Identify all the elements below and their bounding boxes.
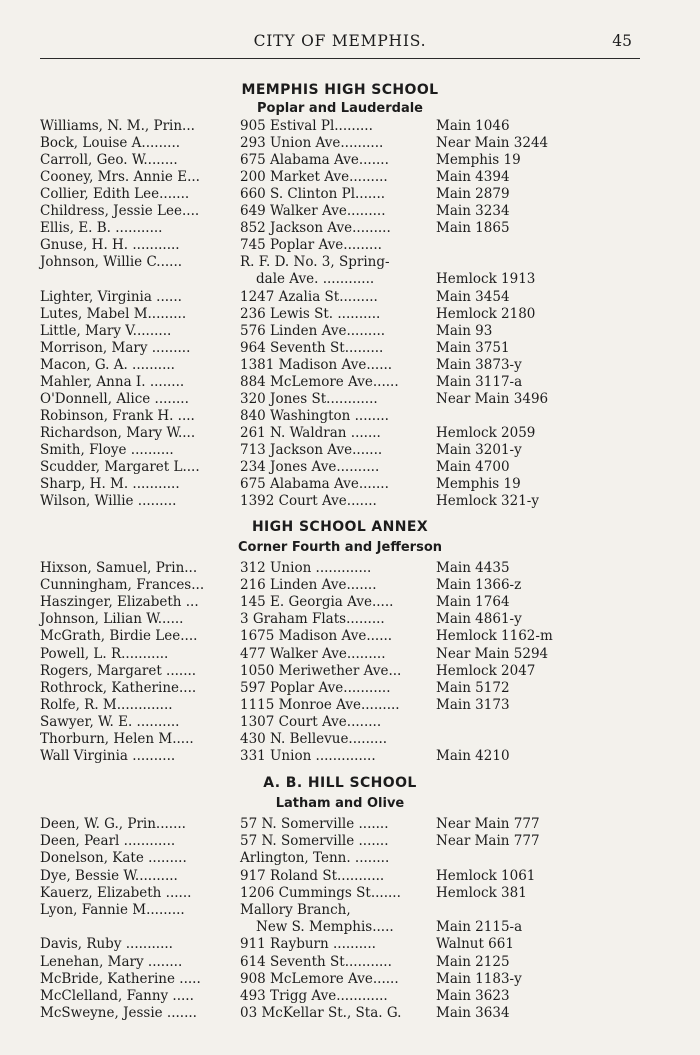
directory-row <box>0 152 700 169</box>
directory-row <box>0 902 700 919</box>
phone-number: Hemlock 1162-m <box>436 628 553 645</box>
street-address: 884 McLemore Ave...... <box>240 373 399 390</box>
street-address: 03 McKellar St., Sta. G. <box>240 1005 402 1022</box>
phone-number: Hemlock 1913 <box>436 271 536 288</box>
street-address: 145 E. Georgia Ave..... <box>240 594 394 611</box>
street-address: 216 Linden Ave....... <box>240 577 377 594</box>
street-address: 675 Alabama Ave....... <box>240 152 389 169</box>
street-address: 576 Linden Ave......... <box>240 322 386 339</box>
directory-row <box>0 1005 700 1022</box>
street-address: 911 Rayburn .......... <box>240 936 376 953</box>
directory-row <box>0 271 700 288</box>
person-name: Hixson, Samuel, Prin... <box>40 560 198 576</box>
section-title: A. B. HILL SCHOOL <box>263 775 417 791</box>
phone-number: Near Main 3496 <box>436 390 549 407</box>
directory-row <box>0 169 700 186</box>
phone-number: Main 3623 <box>436 988 510 1004</box>
street-address: 908 McLemore Ave...... <box>240 970 399 987</box>
person-name: Richardson, Mary W.... <box>40 424 196 441</box>
street-address: 493 Trigg Ave............ <box>240 988 388 1004</box>
directory-row <box>0 391 700 408</box>
phone-number: Main 1764 <box>436 594 510 611</box>
phone-number: Main 4435 <box>436 560 510 576</box>
running-title: CITY OF MEMPHIS. <box>253 32 427 50</box>
person-name: Donelson, Kate ......... <box>40 850 187 867</box>
person-name: Haszinger, Elizabeth ... <box>40 594 199 611</box>
directory-row <box>0 118 700 135</box>
street-address: 1381 Madison Ave...... <box>240 356 393 373</box>
phone-number: Hemlock 2059 <box>436 424 536 441</box>
phone-number: Near Main 3244 <box>436 135 549 152</box>
phone-number: Near Main 777 <box>436 816 540 832</box>
person-name: Kauerz, Elizabeth ...... <box>40 884 192 901</box>
street-address-continued: New S. Memphis..... <box>256 919 394 936</box>
directory-row <box>0 560 700 577</box>
directory-row <box>0 203 700 220</box>
person-name: Smith, Floye .......... <box>40 441 174 458</box>
directory-row <box>0 442 700 459</box>
street-address: 840 Washington ........ <box>240 407 389 424</box>
person-name: Collier, Edith Lee....... <box>40 186 190 203</box>
street-address: 1392 Court Ave....... <box>240 493 377 510</box>
person-name: Little, Mary V......... <box>40 322 172 339</box>
person-name: Robinson, Frank H. .... <box>40 407 195 424</box>
street-address: 331 Union .............. <box>240 748 376 765</box>
section-address: Corner Fourth and Jefferson <box>237 540 443 555</box>
person-name: McGrath, Birdie Lee.... <box>40 628 198 645</box>
phone-number: Main 3117-a <box>436 373 523 390</box>
phone-number: Hemlock 321-y <box>436 493 539 510</box>
street-address: 236 Lewis St. .......... <box>240 305 381 322</box>
directory-row <box>0 289 700 306</box>
person-name: McSweyne, Jessie ....... <box>40 1005 197 1022</box>
person-name: O'Donnell, Alice ........ <box>40 390 189 407</box>
person-name: Rothrock, Katherine.... <box>40 679 197 696</box>
directory-row <box>0 611 700 628</box>
directory-row <box>0 594 700 611</box>
directory-row <box>0 936 700 953</box>
phone-number: Walnut 661 <box>436 936 514 953</box>
phone-number: Hemlock 381 <box>436 884 527 901</box>
directory-row <box>0 577 700 594</box>
street-address: 261 N. Waldran ....... <box>240 424 381 441</box>
directory-row <box>0 493 700 510</box>
street-address: 745 Poplar Ave......... <box>240 237 382 254</box>
phone-number: Main 1183-y <box>436 970 522 987</box>
phone-number: Main 2125 <box>436 953 510 970</box>
street-address: 477 Walker Ave......... <box>240 645 386 662</box>
person-name: Rolfe, R. M............. <box>40 696 173 713</box>
phone-number: Main 2115-a <box>436 919 523 936</box>
phone-number: Main 3751 <box>436 339 510 356</box>
person-name: Ellis, E. B. ........... <box>40 220 163 237</box>
person-name: Gnuse, H. H. ........... <box>40 237 180 254</box>
street-address-continued: dale Ave. ............ <box>256 271 375 288</box>
street-address: 905 Estival Pl......... <box>240 118 373 134</box>
street-address: 614 Seventh St........... <box>240 953 392 970</box>
phone-number: Main 4210 <box>436 748 510 765</box>
street-address: 1307 Court Ave........ <box>240 713 382 730</box>
person-name: Cunningham, Frances... <box>40 577 205 594</box>
phone-number: Main 1366-z <box>436 577 522 594</box>
street-address: 964 Seventh St......... <box>240 339 384 356</box>
page-number: 45 <box>612 32 632 50</box>
street-address: 675 Alabama Ave....... <box>240 476 389 493</box>
section-address: Latham and Olive <box>275 796 405 811</box>
directory-row <box>0 476 700 493</box>
person-name: Childress, Jessie Lee.... <box>40 203 200 220</box>
phone-number: Main 3454 <box>436 288 510 305</box>
person-name: Sawyer, W. E. .......... <box>40 713 180 730</box>
directory-row <box>0 340 700 357</box>
street-address: 234 Jones Ave.......... <box>240 459 380 475</box>
directory-row <box>0 135 700 152</box>
person-name: Johnson, Willie C...... <box>40 254 183 271</box>
street-address: 597 Poplar Ave........... <box>240 679 391 696</box>
directory-row <box>0 919 700 936</box>
street-address: 1206 Cummings St....... <box>240 884 401 901</box>
person-name: Thorburn, Helen M..... <box>40 731 194 747</box>
phone-number: Main 3173 <box>436 696 510 713</box>
directory-row <box>0 954 700 971</box>
person-name: Wall Virginia .......... <box>40 748 176 765</box>
person-name: Johnson, Lilian W...... <box>40 611 184 628</box>
person-name: Macon, G. A. .......... <box>40 356 175 373</box>
directory-row <box>0 885 700 902</box>
phone-number: Hemlock 2047 <box>436 662 536 679</box>
street-address: 660 S. Clinton Pl....... <box>240 186 386 203</box>
street-address: Mallory Branch, <box>240 902 351 918</box>
person-name: Lutes, Mabel M......... <box>40 305 187 322</box>
person-name: Davis, Ruby ........... <box>40 936 173 953</box>
directory-row <box>0 748 700 765</box>
directory-row <box>0 254 700 271</box>
person-name: Deen, Pearl ............ <box>40 833 176 850</box>
person-name: Morrison, Mary ......... <box>40 339 191 356</box>
person-name: Dye, Bessie W.......... <box>40 867 178 884</box>
section-title: HIGH SCHOOL ANNEX <box>251 519 429 535</box>
street-address: 320 Jones St............ <box>240 390 378 407</box>
street-address: 57 N. Somerville ....... <box>240 833 389 850</box>
person-name: McClelland, Fanny ..... <box>40 988 194 1004</box>
person-name: Cooney, Mrs. Annie E... <box>40 169 200 186</box>
person-name: Sharp, H. M. ........... <box>40 476 180 493</box>
street-address: 312 Union ............. <box>240 560 372 576</box>
directory-row <box>0 714 700 731</box>
street-address: 917 Roland St........... <box>240 867 385 884</box>
directory-row <box>0 868 700 885</box>
directory-row <box>0 357 700 374</box>
phone-number: Near Main 777 <box>436 833 540 850</box>
street-address: 200 Market Ave......... <box>240 169 388 186</box>
directory-row <box>0 459 700 476</box>
street-address: R. F. D. No. 3, Spring- <box>240 254 390 271</box>
phone-number: Main 3201-y <box>436 441 522 458</box>
directory-row <box>0 306 700 323</box>
person-name: Powell, L. R........... <box>40 645 169 662</box>
phone-number: Main 93 <box>436 322 493 339</box>
directory-row <box>0 186 700 203</box>
person-name: Rogers, Margaret ....... <box>40 662 197 679</box>
phone-number: Main 5172 <box>436 679 510 696</box>
directory-row <box>0 408 700 425</box>
person-name: Bock, Louise A......... <box>40 135 181 152</box>
directory-row <box>0 374 700 391</box>
section-address: Poplar and Lauderdale <box>257 101 423 116</box>
person-name: Scudder, Margaret L.... <box>40 459 200 475</box>
phone-number: Main 3873-y <box>436 356 522 373</box>
phone-number: Main 2879 <box>436 186 510 203</box>
phone-number: Main 1865 <box>436 220 510 237</box>
phone-number: Near Main 5294 <box>436 645 549 662</box>
phone-number: Main 3634 <box>436 1005 510 1022</box>
street-address: 649 Walker Ave......... <box>240 203 386 220</box>
street-address: 3 Graham Flats......... <box>240 611 385 628</box>
directory-row <box>0 663 700 680</box>
street-address: 57 N. Somerville ....... <box>240 816 389 832</box>
person-name: Wilson, Willie ......... <box>40 493 177 510</box>
directory-row <box>0 680 700 697</box>
phone-number: Main 4861-y <box>436 611 522 628</box>
phone-number: Memphis 19 <box>436 476 521 493</box>
page-header <box>40 26 640 59</box>
street-address: 293 Union Ave.......... <box>240 135 384 152</box>
street-address: 1050 Meriwether Ave... <box>240 662 402 679</box>
directory-row <box>0 628 700 645</box>
person-name: Lyon, Fannie M......... <box>40 902 185 918</box>
directory-row <box>0 697 700 714</box>
person-name: Lenehan, Mary ........ <box>40 953 183 970</box>
directory-row <box>0 425 700 442</box>
street-address: Arlington, Tenn. ........ <box>240 850 390 867</box>
directory-row <box>0 323 700 340</box>
directory-row <box>0 833 700 850</box>
directory-row <box>0 220 700 237</box>
directory-row <box>0 850 700 867</box>
directory-row <box>0 237 700 254</box>
directory-row <box>0 731 700 748</box>
street-address: 1247 Azalia St......... <box>240 288 378 305</box>
street-address: 430 N. Bellevue......... <box>240 731 388 747</box>
person-name: Carroll, Geo. W........ <box>40 152 178 169</box>
street-address: 713 Jackson Ave....... <box>240 441 383 458</box>
street-address: 1675 Madison Ave...... <box>240 628 393 645</box>
phone-number: Main 4700 <box>436 459 510 475</box>
phone-number: Main 1046 <box>436 118 510 134</box>
person-name: Deen, W. G., Prin....... <box>40 816 186 832</box>
street-address: 1115 Monroe Ave......... <box>240 696 400 713</box>
person-name: Mahler, Anna I. ........ <box>40 373 185 390</box>
phone-number: Hemlock 1061 <box>436 867 536 884</box>
person-name: Williams, N. M., Prin... <box>40 118 195 134</box>
phone-number: Hemlock 2180 <box>436 305 536 322</box>
street-address: 852 Jackson Ave......... <box>240 220 391 237</box>
person-name: Lighter, Virginia ...... <box>40 288 182 305</box>
section-title: MEMPHIS HIGH SCHOOL <box>241 82 439 98</box>
directory-row <box>0 971 700 988</box>
phone-number: Main 4394 <box>436 169 510 186</box>
directory-row <box>0 646 700 663</box>
person-name: McBride, Katherine ..... <box>40 970 201 987</box>
directory-row <box>0 816 700 833</box>
phone-number: Memphis 19 <box>436 152 521 169</box>
phone-number: Main 3234 <box>436 203 510 220</box>
directory-row <box>0 988 700 1005</box>
